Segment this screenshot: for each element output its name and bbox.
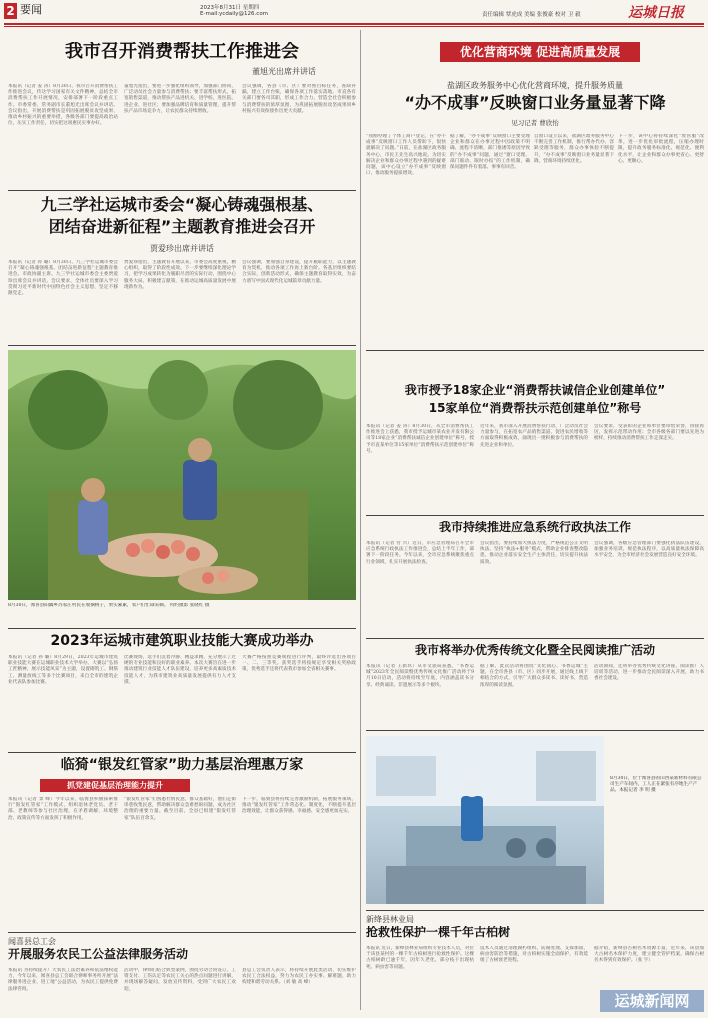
article-title: 九三学社运城市委会“凝心铸魂强根基、	[40, 196, 324, 214]
article-title: 临猗“银发红管家”助力基层治理惠万家	[60, 757, 304, 773]
feature-banner: 优化营商环境 促进高质量发展	[440, 42, 640, 62]
article-title: 我市持续推进应急系统行政执法工作	[438, 521, 631, 534]
article-body: 会议强调，各县（市、区）要对照目标任务，查缺补漏，建立工作台账，确保各项工作落实落地。市直各有关部门要各司其职，形成工作合力，营造全社会积极参与消费帮扶的浓厚氛围，为巩固拓展脱贫攻坚成果同乡村振兴有效衔接作出更大贡献。	[242, 84, 356, 114]
article-body: 本报讯（记者 姜 涛）8月30日，我市召开消费帮扶工作推进会议，传达学习国家有关文件精神，总结全市消费帮扶工作开展情况，安排部署下一阶段重点工作。市委常委、常务副市长董旭光出席会议并讲话。会议指出，开展消费帮扶是巩固拓展脱贫攻坚成果、推动乡村振兴的重要举措，各级各部门要提高政治站位，压实工作责任，切实把这项惠民实事办好。	[8, 84, 118, 127]
article-byline: 贾爱珍出席并讲话	[150, 244, 214, 253]
article-separator	[366, 910, 704, 911]
article-kicker: 盐湖区政务服务中心优化营商环境，提升服务质量	[447, 81, 623, 90]
article-body: 本报讯（记者 景 峰）今年以来，临猗县积极探索推行“银发红管家”工作模式，组织退休老党员、老干部、老教师等参与社区治理，在矛盾调解、环境整治、政策宣传等方面发挥了积极作用。	[8, 797, 118, 821]
article-body: 下一步，该中心将持续深化“放管服”改革，进一步优化审批流程，压缩办理时限，提升政务服务标准化、规范化、便利化水平，让企业和群众办事更省心、更舒心、更顺心。	[618, 134, 704, 164]
article-title: “办不成事”反映窗口业务量显著下降	[404, 94, 666, 112]
article-body: 自窗口设立以来，盐湖区政务服务中心不断完善工作机制，推行帮办代办、容缺受理等服务，群众办事体验不断提升，“办不成事”反映窗口业务量显著下降，营商环境持续优化。	[534, 134, 614, 164]
factory-scene-illustration	[366, 736, 604, 904]
article-body: 活动中，律师们结合典型案例，围绕劳动合同签订、工资支付、工伤认定等农民工关心的热点问题进行讲解，并现场解答疑问，发放宣传资料，受到广大农民工欢迎。	[124, 968, 236, 992]
article-body: 近年来，我市深入开展消费帮扶行动，广泛动员社会力量参与，在拓宽农产品销售渠道、促进农民增收等方面取得积极成效，涌现出一批积极参与消费帮扶的先进企业和单位。	[480, 424, 588, 448]
article-separator	[366, 638, 704, 639]
article-body: 会议强调，各级应急管理部门要强化执法队伍建设，加强业务培训，规范执法程序，以高质量执法保障高水平安全，为全市经济社会发展营造良好安全环境。	[594, 541, 704, 559]
article-body: 据了解，此次活动将围绕“文化润心、书香运城”主题，在全市各县（市、区）同步开展，通过线上线下相结合的方式，引导广大群众多读书、读好书，营造浓厚的阅读氛围。	[480, 664, 588, 688]
photo-caption: 8月30日，位于闻喜县的山西某新材料有限公司生产车间内，工人正在紧张有序地生产产品。本报记者 李 明 摄	[610, 776, 702, 793]
article-title: 15家单位“消费帮扶示范创建单位”称号	[428, 402, 642, 415]
orchard-scene-illustration	[8, 350, 356, 600]
section-tag: 抓党建促基层治理能力提升	[40, 779, 190, 792]
article-body: 据了解，“办不成事”反映窗口主要受理企业和群众在办事过程中因政策不明确、流程不清晰、部门推诿等原因导致的“办不成事”问题，通过“窗口受理、部门联动、限时办结”的工作机制，确保问题件件有着落、事事有回音。	[450, 134, 530, 171]
article-separator	[8, 345, 356, 346]
page-number: 2	[4, 3, 17, 19]
article-body: 董旭光指出，要进一步强化组织领导，加强部门协同，广泛动员社会力量参与消费帮扶；要丰富帮扶形式，拓宽销售渠道，推动帮扶产品进机关、进学校、进医院、进企业、进社区；要加强品牌培育和质量管理，提升帮扶产品市场竞争力，让农民群众持续增收。	[124, 84, 236, 114]
article-body: 本报讯（记者 王新玖）从市文旅局获悉，“书香运城”2023年全民阅读暨优秀传统文化推广活动将于9月10日启动，活动将持续至年底，内容涵盖读书分享、经典诵读、非遗展示等多个板块。	[366, 664, 474, 688]
article-separator	[8, 752, 356, 753]
photo-caption: 8月30日，闻喜县阳隅乡苏家庄村民在收摘桃子，果实累累，农户们忙碌采摘。 特约摄影 张晓红 摄	[8, 603, 210, 608]
article-body: 本报讯（记者 孙 璐）8月29日，2023年运城市建筑职业技能大赛在运城职业技术大学举办。大赛以“弘扬工匠精神、展示技能风采”为主题，设置砌筑工、钢筋工、测量放线工等多个比赛项目，来自全市的建筑企业代表队参加比赛。	[8, 655, 118, 685]
article-separator	[8, 628, 356, 629]
page-header	[0, 0, 708, 24]
issue-date: 2023年8月31日 星期四	[200, 5, 260, 11]
article-kicker: 闻喜县总工会	[8, 937, 56, 946]
article-separator	[366, 730, 704, 731]
article-body: 本报讯（记者 姜 涛）8月30日，从全市消费帮扶工作推进会上获悉，我市授予运城市某农业开发有限公司等18家企业“消费帮扶诚信企业创建单位”称号，授予市直某单位等15家单位“消费帮扶示范创建单位”称号。	[366, 424, 474, 454]
news-photo	[366, 736, 604, 904]
article-title: 开展服务农民工公益法律服务活动	[8, 948, 189, 961]
article-separator	[366, 515, 704, 516]
article-body: 会议要求，受表彰的企业和单位要珍惜荣誉，再接再厉，发挥示范带动作用；全市各级各部门要以先进为榜样，持续推动消费帮扶工作走深走实。	[594, 424, 704, 442]
article-body: 县总工会负责人表示，将持续开展此类活动，切实维护农民工合法权益，努力为农民工办实事、解难题，助力构建和谐劳动关系。（刘 敏 高 峰）	[242, 968, 356, 986]
column-divider	[360, 30, 361, 1010]
site-watermark: 运城新闻网	[600, 990, 704, 1012]
article-body: 本报讯（记者 孙 璐）8月30日，九三学社运城市委会召开“凝心铸魂强根基、团结奋进新征程”主题教育推进会。市政协副主席、九三学社运城市委会主委贾爱珍出席会议并讲话。会议要求，全体社员要深入学习贯彻习近平新时代中国特色社会主义思想，坚定不移跟党走。	[8, 260, 118, 297]
news-photo	[8, 350, 356, 600]
article-body: 贾爱珍指出，主题教育开展以来，市委会高度重视，精心组织，取得了阶段性成效。下一步要继续深化理论学习，把学习成果转化为履职尽责的实际行动，围绕中心服务大局，积极建言献策，在推动运城高质量发展中展现新作为。	[124, 260, 236, 290]
article-separator	[366, 350, 704, 351]
editor-credits: 责任编辑 覃虎成 美编 张俊豪 校对 卫 毅	[482, 12, 581, 18]
article-body: 本报讯 为持续提升广大农民工法治素养和依法维权能力，今年以来，闻喜县总工会联合律师事务所开展“法律服务进企业、进工地”公益活动，为农民工提供免费法律咨询。	[8, 968, 118, 992]
header-rule-thin	[4, 26, 704, 27]
masthead-logo: 运城日报	[628, 5, 684, 21]
article-body: 本报讯 近日，新绛县林业局组织专业技术人员，对位于该县某村的一棵千年古柏树进行抢救性保护。这棵古柏树龄已逾千年，因年久老化，部分枝干出现枯死、病虫害等问题。	[366, 946, 474, 970]
article-title: 团结奋进新征程”主题教育推进会召开	[48, 218, 316, 236]
header-rule	[4, 23, 704, 25]
article-byline: 见习记者 曹欣怡	[511, 119, 559, 127]
article-title: 2023年运城市建筑职业技能大赛成功举办	[50, 633, 314, 649]
article-body: 据介绍，新绛县古树名木资源丰富，近年来，该县加大古树名木保护力度，建立健全管护档案，确保古树名木得到有效保护。（张 宇）	[594, 946, 704, 964]
article-body: “银发红管家”们熟悉社情民意，群众基础好，他们走街串巷收集民意，帮助解决群众急难愁盼问题，成为社区治理的重要力量。截至目前，全县已组建“银发红管家”队伍百余支。	[124, 797, 236, 821]
article-title: 我市召开消费帮扶工作推进会	[65, 42, 299, 62]
article-separator	[8, 190, 356, 191]
article-body: 下一步，临猗县将持续完善激励机制，拓展服务领域，推动“银发红管家”工作常态化、制度化，不断提升基层治理效能，让群众获得感、幸福感、安全感更加充实。	[242, 797, 356, 815]
article-body: 本报讯（记者 付 兴）近日，市应急管理局召开全市应急系统行政执法工作推进会，总结上半年工作，部署下一阶段任务。今年以来，全市应急系统聚焦重点行业领域，扎实开展执法检查。	[366, 541, 474, 565]
article-body: 会议指出，要持续加大执法力度，严格规范公正文明执法，坚持“执法+服务”模式，帮助企业排查整改隐患，推动企业落实安全生产主体责任，切实提升执法质效。	[480, 541, 588, 565]
article-title: 我市授予18家企业“消费帮扶诚信企业创建单位”	[404, 384, 666, 397]
article-body: 大赛严格按照竞赛规程进行评判，最终评选出各项目一、二、三等奖。获奖选手将按规定享受相关奖励政策，优秀选手还将代表我市参加全省相关赛事。	[242, 655, 356, 673]
article-body: 技术人员通过清理腐朽组织、防腐处理、支撑加固、病虫害防治等措施，对古柏树实施全面保护，有效延缓了古树衰老进程。	[480, 946, 588, 964]
article-body: 比赛现场，选手们沉着冷静、精益求精，充分展示了过硬的专业技能和良好的职业素养。本次大赛旨在进一步推动建筑行业技能人才队伍建设，培养更多高素质技术技能人才，为我市建筑业高质量发展提供有力人才支撑。	[124, 655, 236, 685]
article-title: 抢救性保护一棵千年古柏树	[366, 926, 511, 939]
article-body: “我刚办理了个体工商户登记，在“办不成事”反映窗口工作人员帮助下，很快就解决了问题。”日前，在盐湖区政务服务中心，市民王先生高兴地说。为切实解决企业和群众办事过程中遇到的疑难问题，该中心设立“办不成事”反映窗口，推动服务提质增效。	[366, 134, 446, 177]
article-body: 活动期间，还将举办优秀传统文化讲座、阅读推广人培训等活动，进一步推动全民阅读深入开展，助力书香社会建设。	[594, 664, 704, 682]
contact-email: E-mail:ycdaily@126.com	[200, 11, 269, 17]
article-title: 我市将举办优秀传统文化暨全民阅读推广活动	[414, 644, 655, 657]
article-byline: 董旭光出席并讲话	[252, 67, 316, 76]
section-name: 要闻	[20, 4, 42, 16]
article-body: 会议强调，要加强自身建设，提升履职能力，以主题教育为契机，推动各项工作再上新台阶。各基层组织要结合实际，创新活动形式，确保主题教育取得实效，为奋力谱写中国式现代化运城篇章贡献力量。	[242, 260, 356, 284]
article-kicker: 新绛县林业局	[366, 915, 414, 924]
article-separator	[8, 932, 356, 933]
